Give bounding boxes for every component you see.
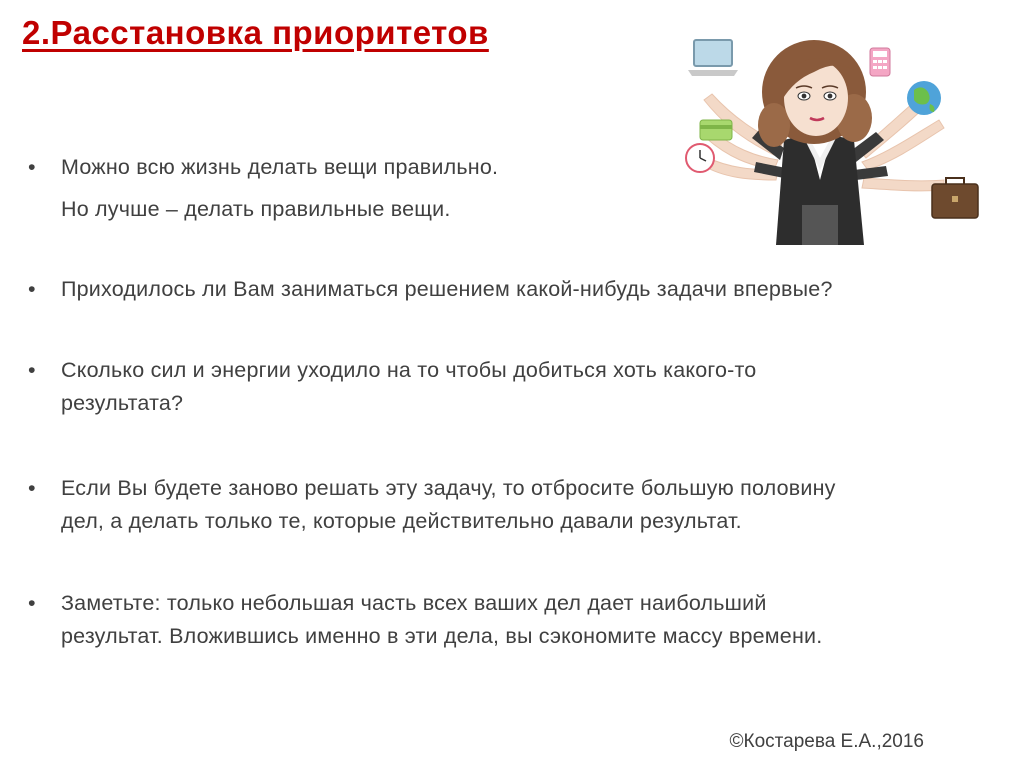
bullet-marker: •	[28, 591, 36, 615]
bullet-marker: •	[28, 358, 36, 382]
bullet-text	[61, 151, 988, 184]
bullet-marker: •	[28, 155, 36, 179]
bullet-line: дел, а делать только те, которые действительно давали результат.	[61, 509, 742, 533]
bullet-line: результат. Вложившись именно в эти дела, вы сэкономите массу времени.	[61, 624, 823, 648]
bullet-text	[61, 472, 988, 538]
bullet-line: Можно всю жизнь делать вещи правильно.	[61, 155, 499, 179]
bullet-line: Если Вы будете заново решать эту задачу, то отбросите большую половину	[61, 476, 836, 500]
bullet-line: Сколько сил и энергии уходило на то чтобы добиться хоть какого-то	[61, 358, 757, 382]
bullet-line: Приходилось ли Вам заниматься решением какой-нибудь задачи впервые?	[61, 277, 833, 301]
bullet-continuation: Но лучше – делать правильные вещи.	[61, 197, 451, 221]
bullet-text	[61, 273, 988, 306]
copyright-footer: ©Костарева Е.А.,2016	[729, 731, 924, 752]
bullet-line: Заметьте: только небольшая часть всех ваших дел дает наибольший	[61, 591, 767, 615]
bullet-marker: •	[28, 277, 36, 301]
bullet-marker: •	[28, 476, 36, 500]
bullet-text	[61, 587, 988, 653]
bullet-text	[61, 354, 988, 420]
slide-title: 2.Расстановка приоритетов	[22, 14, 489, 51]
bullet-line: результата?	[61, 391, 184, 415]
